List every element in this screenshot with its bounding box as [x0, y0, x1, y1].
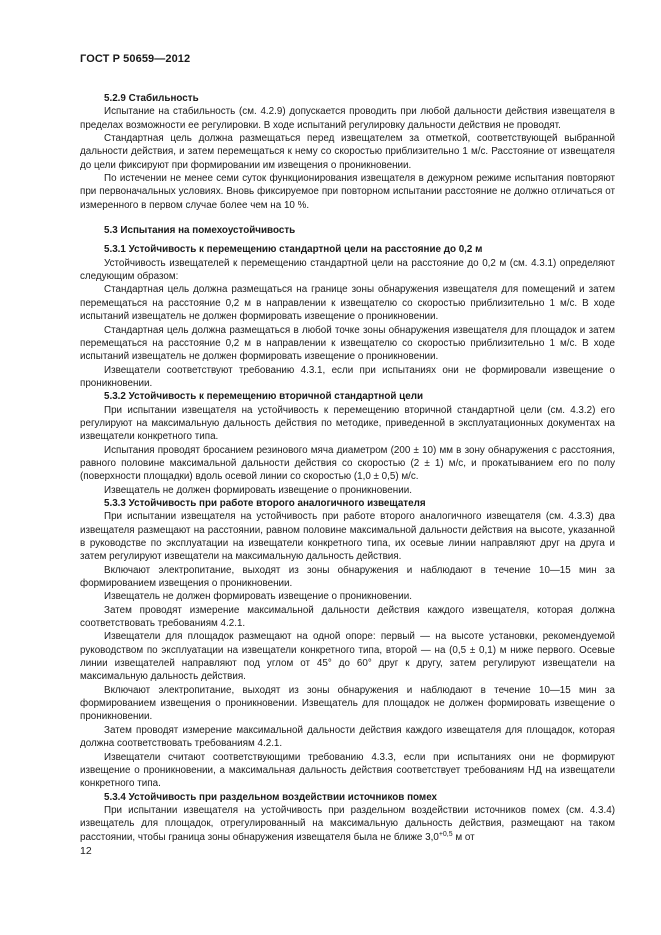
- tolerance-superscript: +0,5: [438, 830, 453, 838]
- paragraph: Устойчивость извещателей к перемещению стандартной цели на расстояние до 0,2 м (см. 4.3.1) определяют следующим образом:: [80, 257, 615, 283]
- paragraph: Стандартная цель должна размещаться перед извещателем за отметкой, соответствующей выбранной дальности действия, и затем перемещаться к нему со скоростью приблизительно 1 м/с. Расстояние от извещателя до цели фиксируют при формировании им извещения о проникновении.: [80, 133, 615, 171]
- section-heading-5-3: 5.3 Испытания на помехоустойчивость: [104, 225, 296, 237]
- paragraph: Извещатели соответствуют требованию 4.3.1, если при испытаниях они не формировали извещение о проникновении.: [80, 364, 615, 389]
- paragraph: При испытании извещателя на устойчивость к перемещению вторичной стандартной цели (см. 4.3.2) его регулируют на максимальную дальность действия по методике, приведенной в эксплуатационных документах на извещатели конкретного типа.: [80, 404, 615, 443]
- paragraph: Извещатель не должен формировать извещение о проникновении.: [104, 591, 412, 603]
- paragraph: Стандартная цель должна размещаться в любой точке зоны обнаружения извещателя для площадок и затем перемещаться на расстояние 0,2 м в направлении к извещателю со скоростью приблизительно 1 м/с. В ходе испытаний извещатель не должен формировать извещение о проникновении.: [80, 324, 615, 363]
- paragraph: По истечении не менее семи суток функционирования извещателя в дежурном режиме испытания повторяют при первоначальных условиях. Вновь фиксируемое при повторном испытании расстояние не должно отличаться от измеренного в первом случае более чем на 10 %.: [80, 173, 615, 211]
- paragraph: Испытания проводят бросанием резинового мяча диаметром (200 ± 10) мм в зону обнаружения с расстояния, равного половине максимальной дальности действия со скоростью (2 ± 1) м/с, и прокатыванием его по полу (поверхности площадки) вдоль осевой линии со скоростью (1,0 ± 0,5) м/с.: [80, 444, 615, 483]
- paragraph: Стандартная цель должна размещаться на границе зоны обнаружения извещателя для помещений и затем перемещаться на расстояние 0,2 м в направлении к извещателю со скоростью приблизительно 1 м/с. В ходе испытаний извещатель не должен формировать извещение о проникновении.: [80, 284, 615, 323]
- paragraph: Испытание на стабильность (см. 4.2.9) допускается проводить при любой дальности действия извещателя в пределах возможности ее регулировки. В ходе испытаний регулировку дальности действия не проводят.: [80, 106, 615, 131]
- paragraph-text: При испытании извещателя на устойчивость при раздельном воздействии источников помех (см. 4.3.4) извещатель для площадок, отрегулированный на максимальную дальность действия, размещают на таком расстоянии, чтобы граница зоны обнаружения извещателя была не ближе 3,0: [80, 804, 615, 843]
- paragraph: При испытании извещателя на устойчивость при работе второго аналогичного извещателя (см. 4.3.3) два извещателя размещают на расстоянии, равном половине максимальной дальности действия на высоте, указанной в руководстве по эксплуатации на извещатели конкретного типа, их осевые линии направляют друг на друга и затем регулируют извещатели на максимальную дальность действия.: [80, 511, 615, 563]
- section-heading-5-3-4: 5.3.4 Устойчивость при раздельном воздействии источников помех: [104, 791, 438, 803]
- paragraph: Извещатель не должен формировать извещение о проникновении.: [104, 484, 412, 496]
- document-body: [80, 92, 615, 844]
- page-number: 12: [80, 845, 92, 857]
- standard-header: ГОСТ Р 50659—2012: [80, 53, 191, 65]
- paragraph: Включают электропитание, выходят из зоны обнаружения и наблюдают в течение 10—15 мин за формированием извещения о проникновении.: [80, 564, 615, 590]
- paragraph-text-tail: м от: [452, 831, 475, 843]
- section-heading-5-3-3: 5.3.3 Устойчивость при работе второго аналогичного извещателя: [104, 497, 426, 509]
- paragraph: Включают электропитание, выходят из зоны обнаружения и наблюдают в течение 10—15 мин за формированием извещения о проникновении. Извещатель для площадок не должен формировать извещение о проникновении.: [80, 684, 615, 723]
- section-heading-5-3-1: 5.3.1 Устойчивость к перемещению стандартной цели на расстояние до 0,2 м: [104, 244, 483, 256]
- paragraph: Извещатели считают соответствующими требованию 4.3.3, если при испытаниях они не формируют извещение о проникновении, а максимальная дальность действия соответствует требованиям НД на извещатели конкретного типа.: [80, 751, 615, 790]
- paragraph: [80, 804, 615, 844]
- paragraph: Затем проводят измерение максимальной дальности действия каждого извещателя, которая должна соответствовать требованиям 4.2.1.: [80, 604, 615, 630]
- section-heading-5-2-9: 5.2.9 Стабильность: [104, 93, 199, 104]
- paragraph: Затем проводят измерение максимальной дальности действия каждого извещателя для площадок, которая должна соответствовать требованиям 4.2.1.: [80, 724, 615, 750]
- section-heading-5-3-2: 5.3.2 Устойчивость к перемещению вторичной стандартной цели: [104, 391, 423, 403]
- paragraph: Извещатели для площадок размещают на одной опоре: первый — на высоте установки, рекомендуемой руководством по эксплуатации на извещатели конкретного типа, второй — на (0,5 ± 0,1) м ниже первого. Осевые линии извещателей направляют под углом от 45° до 60° друг к другу, затем регулируют извещатели на максимальную дальность действия.: [80, 631, 615, 683]
